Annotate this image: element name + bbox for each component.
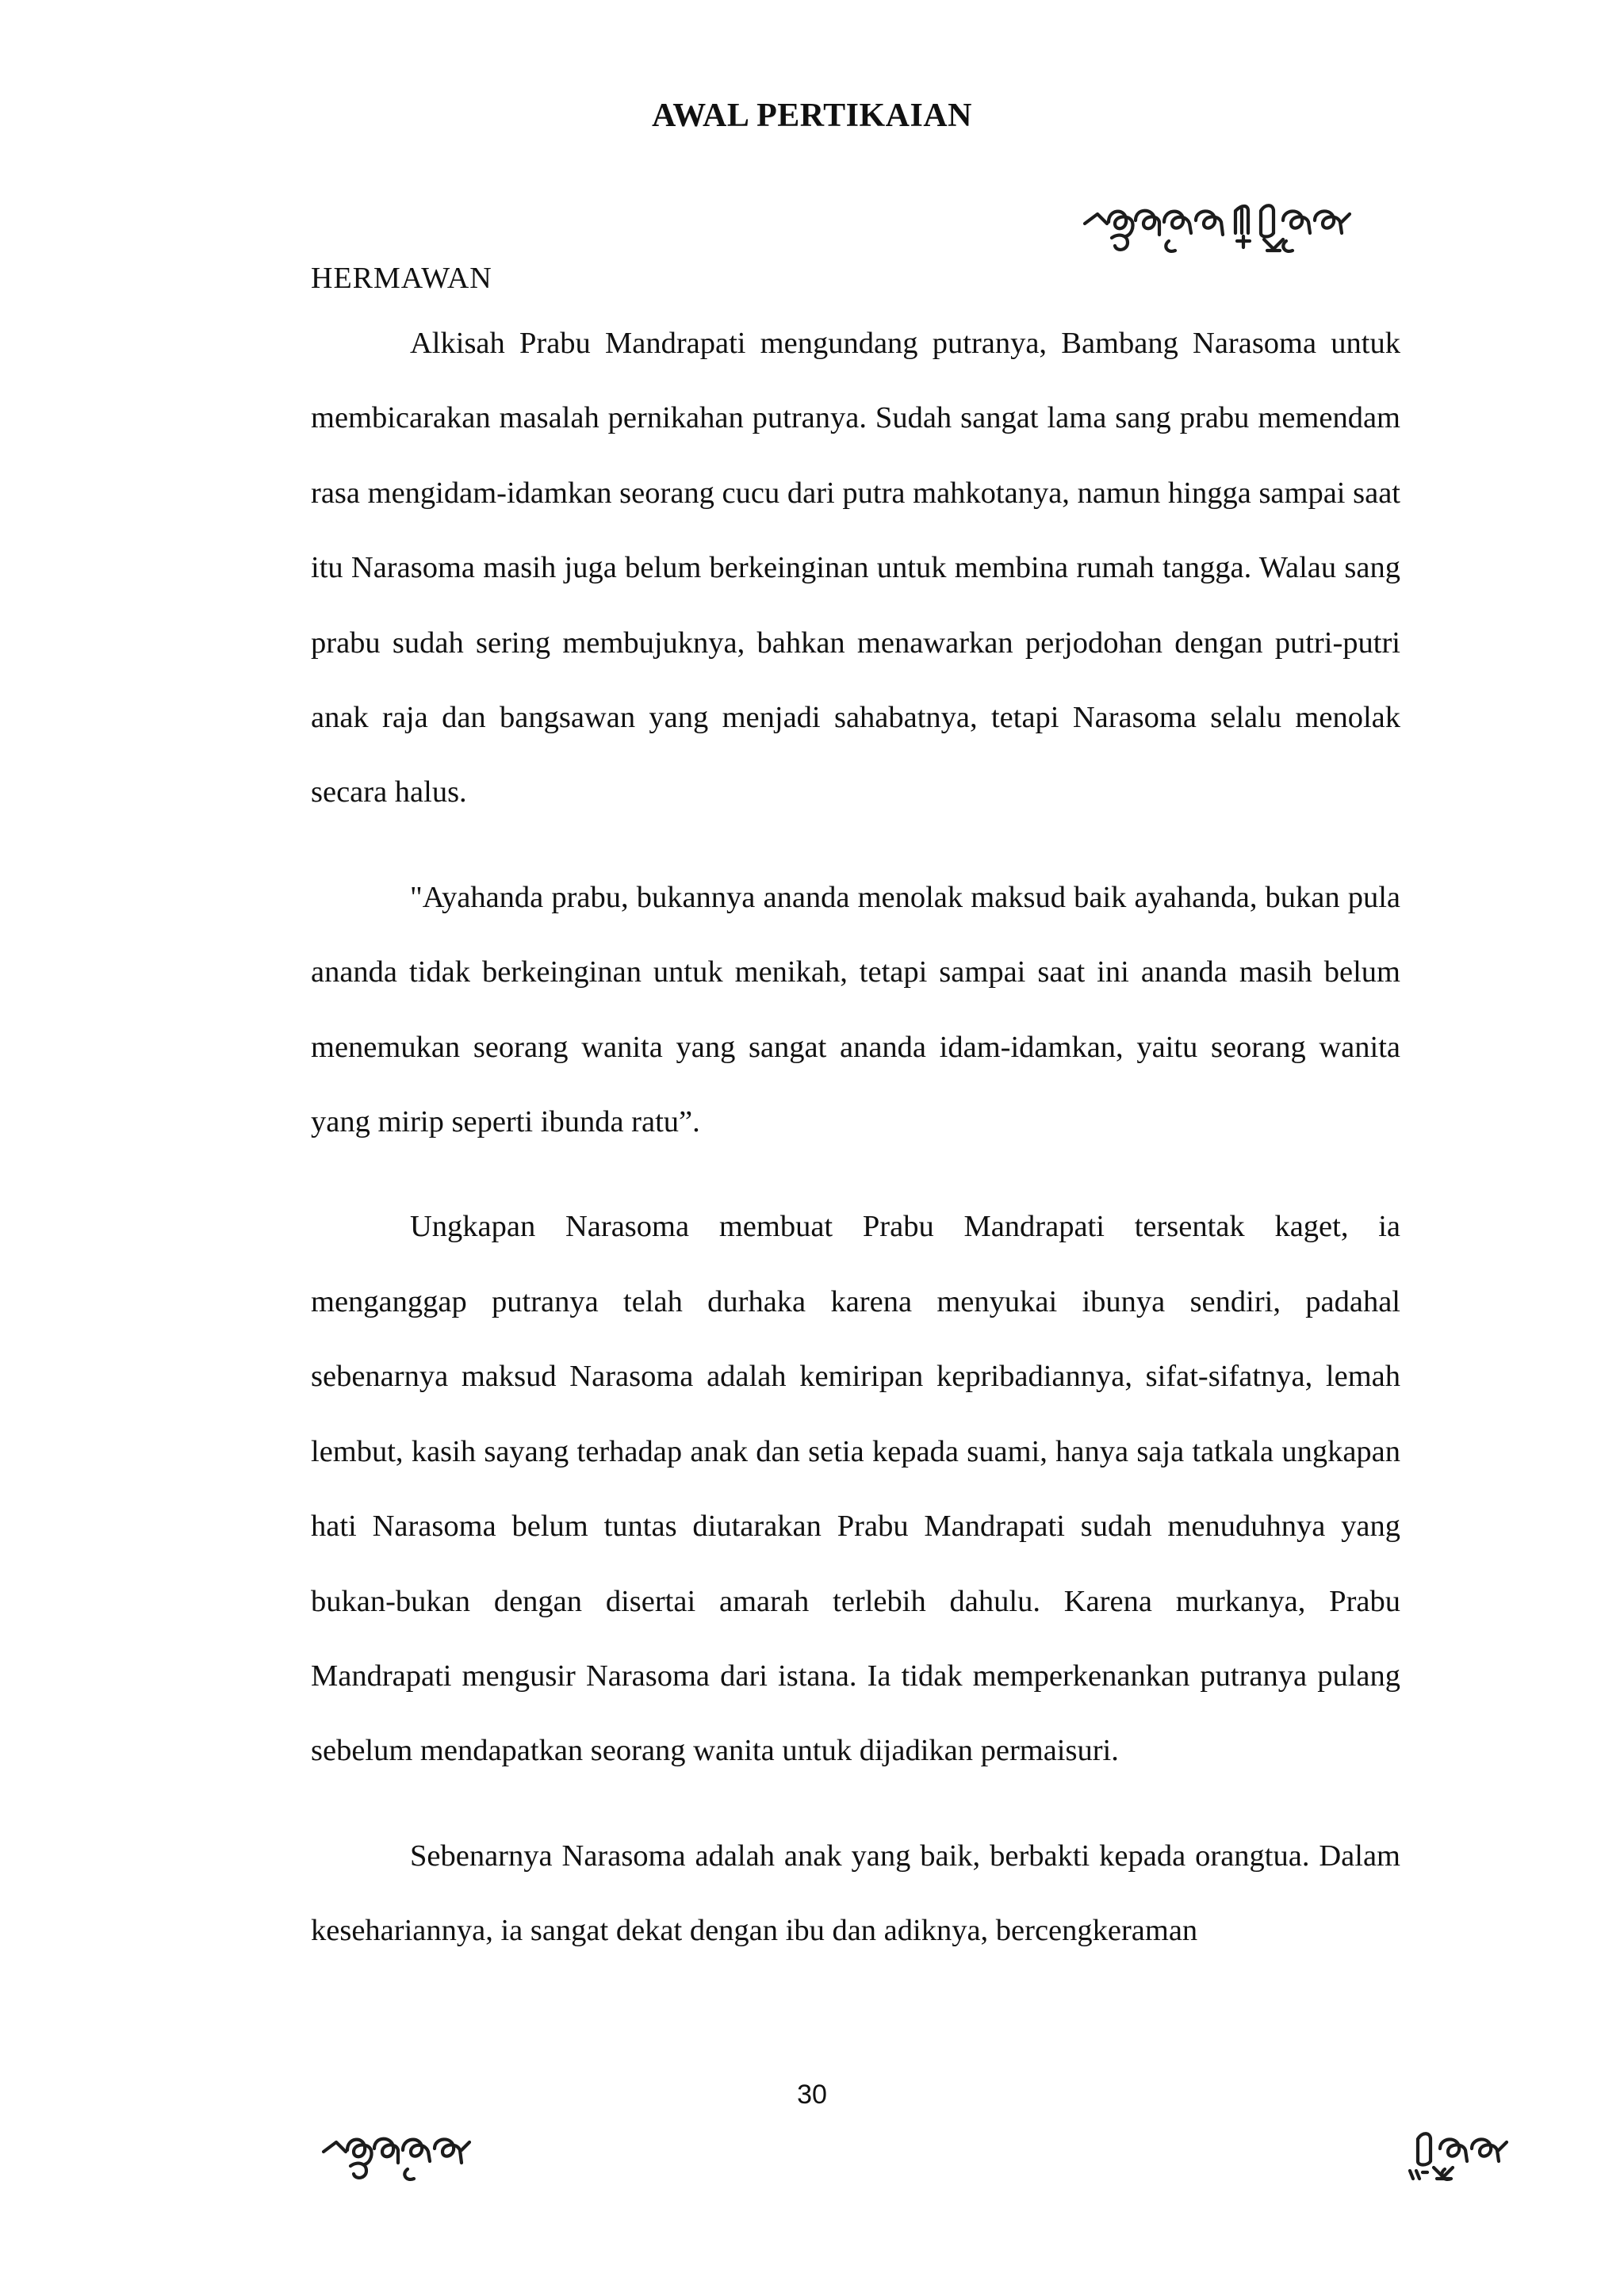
javanese-script-footer-left bbox=[319, 2115, 509, 2195]
paragraph-1: Alkisah Prabu Mandrapati mengundang putranya, Bambang Narasoma untuk membicarakan masalah pernikahan putranya. Sudah sangat lama sang prabu memendam rasa mengidam-idamkan seorang cucu dari putra mahkotanya, namun hingga sampai saat itu Narasoma masih juga belum berkeinginan untuk membina rumah tangga. Walau sang prabu sudah sering membujuknya, bahkan menawarkan perjodohan dengan putri-putri anak raja dan bangsawan yang menjadi sahabatnya, tetapi Narasoma selalu menolak secara halus. bbox=[311, 327, 1400, 809]
javanese-script-footer-right bbox=[1407, 2115, 1565, 2195]
body-text bbox=[311, 306, 1400, 1969]
javanese-script-heading bbox=[1080, 187, 1413, 266]
author-name: HERMAWAN bbox=[311, 262, 492, 295]
paragraph-2: "Ayahanda prabu, bukannya ananda menolak maksud baik ayahanda, bukan pula ananda tidak berkeinginan untuk menikah, tetapi sampai saat ini ananda masih belum menemukan seorang wanita yang sangat ananda idam-idamkan, yaitu seorang wanita yang mirip seperti ibunda ratu”. bbox=[311, 880, 1400, 1139]
page-title: AWAL PERTIKAIAN bbox=[652, 98, 972, 134]
paragraph-4: Sebenarnya Narasoma adalah anak yang baik, berbakti kepada orangtua. Dalam kesehariannya, ia sangat dekat dengan ibu dan adiknya, bercengkeraman bbox=[311, 1839, 1400, 1948]
page-number: 30 bbox=[797, 2080, 827, 2110]
paragraph-3: Ungkapan Narasoma membuat Prabu Mandrapati tersentak kaget, ia menganggap putranya telah durhaka karena menyukai ibunya sendiri, padahal sebenarnya maksud Narasoma adalah kemiripan kepribadiannya, sifat-sifatnya, lemah lembut, kasih sayang terhadap anak dan setia kepada suami, hanya saja tatkala ungkapan hati Narasoma belum tuntas diutarakan Prabu Mandrapati sudah menuduhnya yang bukan-bukan dengan disertai amarah terlebih dahulu. Karena murkanya, Prabu Mandrapati mengusir Narasoma dari istana. Ia tidak memperkenankan putranya pulang sebelum mendapatkan seorang wanita untuk dijadikan permaisuri. bbox=[311, 1210, 1400, 1768]
